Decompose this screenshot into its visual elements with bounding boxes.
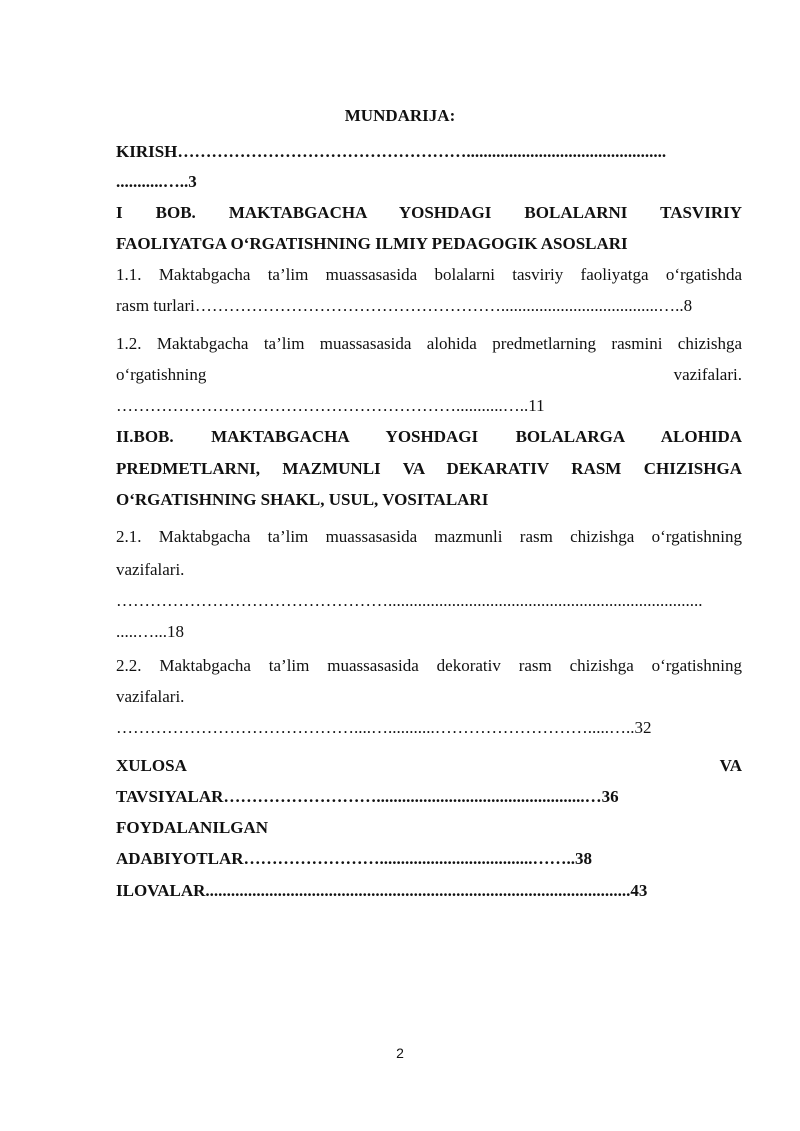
toc-section-1-1-page: rasm turlari……………………………………………….....................................…..8 [116,296,693,315]
toc-entry-ilovalar: ILOVALAR....................................................................................................43 [116,881,648,900]
toc-chapter-2-title-end: O‘RGATISHNING SHAKL, USUL, VOSITALARI [116,490,489,509]
toc-section-2-1-leader: ………………………………………….......................................................................... [116,591,703,610]
toc-section-2-2-cont: vazifalari. [116,687,185,706]
toc-chapter-1-title: I BOB. MAKTABGACHA YOSHDAGI BOLALARNI TASVIRIY [116,203,742,222]
toc-entry-adabiyotlar: FOYDALANILGAN [116,818,269,837]
toc-section-1-1: 1.1. Maktabgacha ta’lim muassasasida bolalarni tasviriy faoliyatga o‘rgatishda [116,265,742,284]
toc-entry-xulosa-page: TAVSIYALAR……………………….................................................…36 [116,787,619,806]
toc-chapter-2-title: II.BOB. MAKTABGACHA YOSHDAGI BOLALARGA ALOHIDA [116,427,742,446]
toc-chapter-1-title-cont: FAOLIYATGA O‘RGATISHNING ILMIY PEDAGOGIK ASOSLARI [116,234,628,253]
toc-section-1-2-page: ……………………………………………………...........…..11 [116,396,545,415]
toc-section-1-2-word: o‘rgatishning [116,365,207,384]
toc-entry-kirish-page: ...........…..3 [116,172,197,191]
toc-entry-adabiyotlar-page: ADABIYOTLAR……………………....................................……..38 [116,849,593,868]
toc-entry-xulosa [116,756,742,776]
toc-section-2-1-cont: vazifalari. [116,560,185,579]
toc-section-1-2: 1.2. Maktabgacha ta’lim muassasasida alohida predmetlarning rasmini chizishga [116,334,742,353]
toc-section-2-2: 2.2. Maktabgacha ta’lim muassasasida dekorativ rasm chizishga o‘rgatishning [116,656,742,675]
toc-section-2-1-page: .....…...18 [116,622,184,641]
toc-section-2-1: 2.1. Maktabgacha ta’lim muassasasida mazmunli rasm chizishga o‘rgatishning [116,527,742,546]
toc-entry-xulosa-word-end: VA [719,756,742,775]
page-title: MUNDARIJA: [344,106,456,125]
toc-entry-xulosa-word: XULOSA [116,756,187,775]
page-number: 2 [396,1045,404,1061]
toc-section-2-2-page: ……………………………………....…...........……………………….....…..32 [116,718,652,737]
toc-section-1-2-cont [116,365,742,385]
toc-section-1-2-word-end: vazifalari. [673,365,742,384]
toc-chapter-2-title-cont: PREDMETLARNI, MAZMUNLI VA DEKARATIV RASM CHIZISHGA [116,459,742,478]
toc-entry-kirish: KIRISH……………………………………………............................................... [116,142,667,161]
